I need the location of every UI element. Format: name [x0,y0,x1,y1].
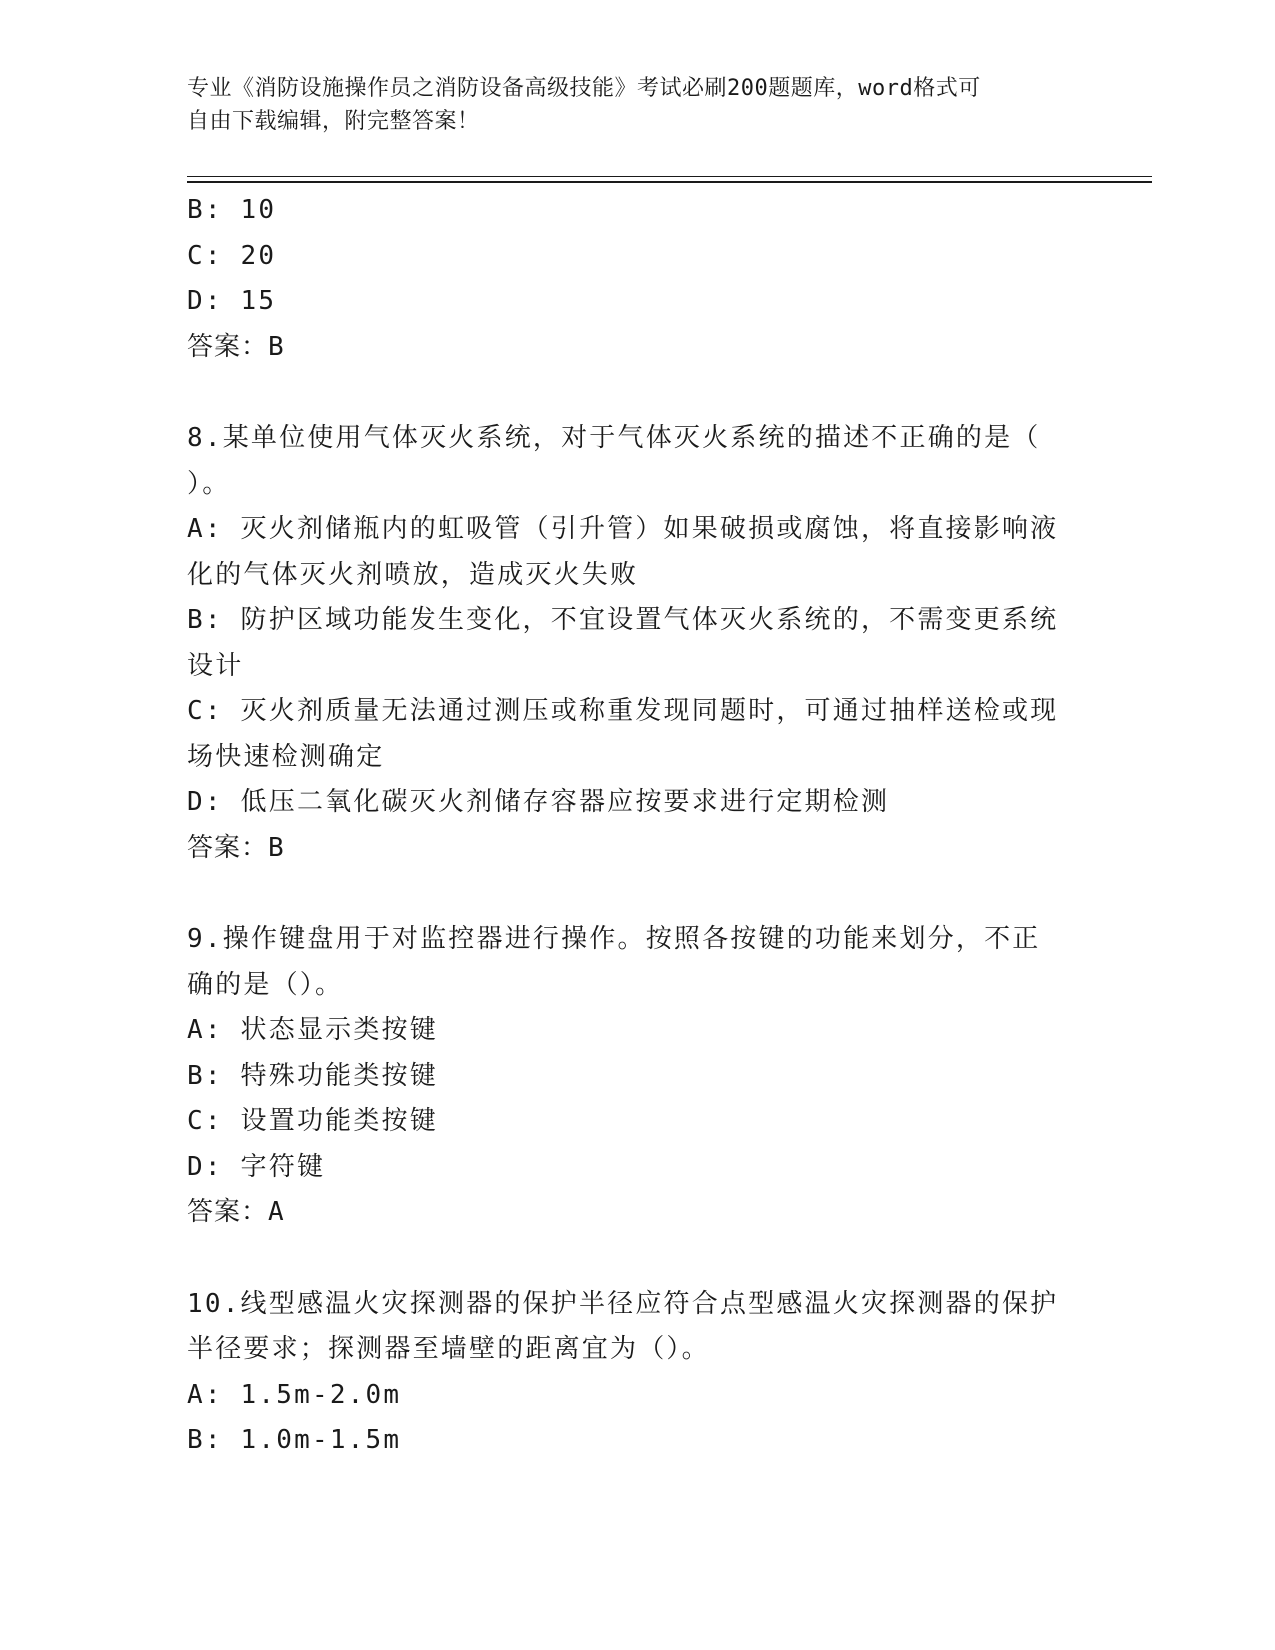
q8-answer: 答案：B [187,832,285,863]
q9-answer: 答案：A [187,1197,285,1227]
q10-option-a: A: 1.5m-2.0m [187,1379,402,1410]
q7-option-c: C: 20 [187,240,277,271]
q8-option-c-line-2: 场快速检测确定 [187,741,385,772]
q7-option-d: D: 15 [187,286,277,316]
q8-stem-line-1: 8.某单位使用气体灭火系统，对于气体灭火系统的描述不正确的是（ [187,423,1041,453]
header-rule-thick [187,181,1152,183]
q8-option-a-line-1: A: 灭火剂储瓶内的虹吸管（引升管）如果破损或腐蚀，将直接影响液 [187,514,1059,544]
q7-answer: 答案：B [187,331,285,362]
q10-stem-line-1: 10.线型感温火灾探测器的保护半径应符合点型感温火灾探测器的保护 [187,1288,1059,1319]
q9-option-a: A: 状态显示类按键 [187,1015,438,1045]
q9-option-b: B: 特殊功能类按键 [187,1060,438,1091]
q7-option-b: B: 10 [187,195,277,225]
header-line-1: 专业《消防设施操作员之消防设备高级技能》考试必刷200题题库，word格式可 [187,76,981,101]
q8-option-d: D: 低压二氧化碳灭火剂储存容器应按要求进行定期检测 [187,787,890,817]
q8-stem-line-2: ）。 [187,468,231,499]
q10-option-b: B: 1.0m-1.5m [187,1425,402,1455]
spacer [187,871,1087,917]
q8-option-a-line-2: 化的气体灭火剂喷放，造成灭火失败 [187,559,639,590]
spacer [187,1236,1087,1282]
q9-option-d: D: 字符键 [187,1151,326,1182]
q10-stem-line-2: 半径要求；探测器至墙壁的距离宜为（）。 [187,1334,710,1364]
q8-option-c-line-1: C: 灭火剂质量无法通过测压或称重发现同题时，可通过抽样送检或现 [187,696,1059,726]
q9-stem-line-2: 确的是（）。 [187,969,344,1000]
page-header [187,72,1087,138]
q9-option-c: C: 设置功能类按键 [187,1106,438,1136]
header-line-2: 自由下载编辑，附完整答案！ [187,109,480,134]
q8-option-b-line-2: 设计 [187,650,244,681]
question-content [187,188,1087,1464]
header-rule-thin [187,176,1152,177]
q9-stem-line-1: 9.操作键盘用于对监控器进行操作。按照各按键的功能来划分，不正 [187,924,1041,954]
q8-option-b-line-1: B: 防护区域功能发生变化，不宜设置气体灭火系统的，不需变更系统 [187,605,1059,635]
spacer [187,370,1087,416]
